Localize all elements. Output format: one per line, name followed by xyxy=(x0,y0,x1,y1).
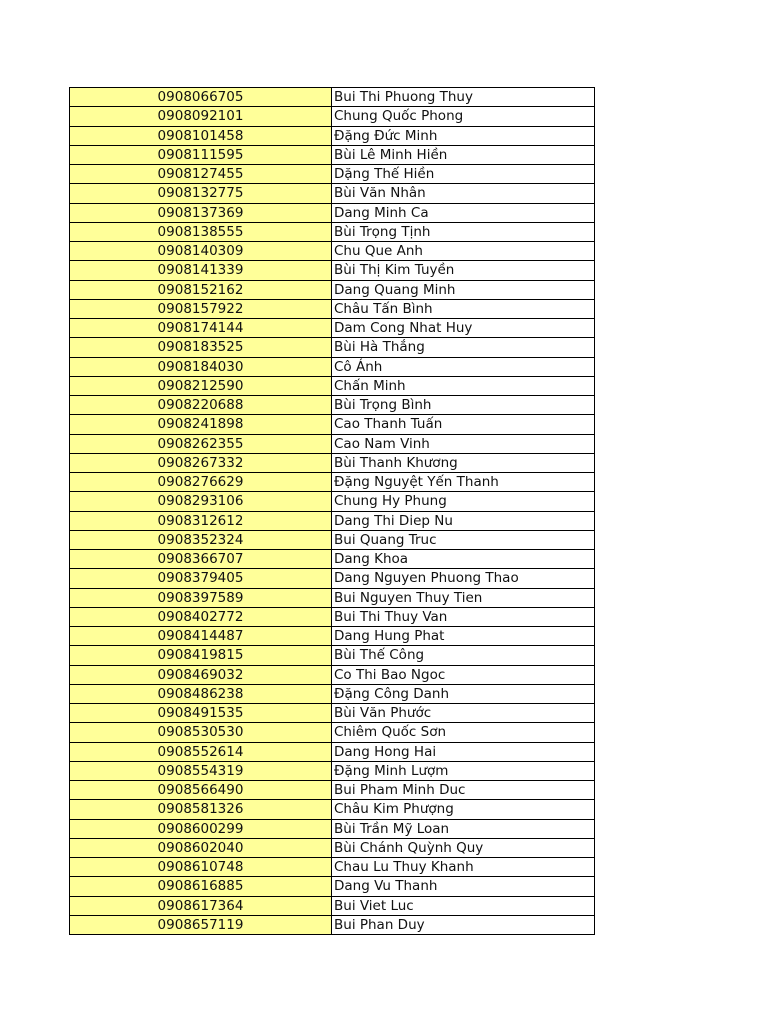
phone-number-cell[interactable]: 0908092101 xyxy=(70,107,332,126)
table-row xyxy=(70,107,595,126)
contact-name-cell[interactable]: Dang Thi Diep Nu xyxy=(332,511,595,530)
contact-name-cell[interactable]: Bùi Văn Phước xyxy=(332,704,595,723)
phone-number-cell[interactable]: 0908414487 xyxy=(70,627,332,646)
phone-number-cell[interactable]: 0908602040 xyxy=(70,838,332,857)
table-row xyxy=(70,434,595,453)
phone-number-cell[interactable]: 0908552614 xyxy=(70,742,332,761)
phone-number-cell[interactable]: 0908600299 xyxy=(70,819,332,838)
phone-number-cell[interactable]: 0908101458 xyxy=(70,126,332,145)
table-row xyxy=(70,530,595,549)
contact-sheet-body xyxy=(70,88,595,935)
phone-number-cell[interactable]: 0908184030 xyxy=(70,357,332,376)
table-row xyxy=(70,569,595,588)
contact-name-cell[interactable]: Cao Nam Vinh xyxy=(332,434,595,453)
contact-name-cell[interactable]: Bui Nguyen Thuy Tien xyxy=(332,588,595,607)
table-row xyxy=(70,781,595,800)
contact-name-cell[interactable]: Bui Viet Luc xyxy=(332,896,595,915)
table-row xyxy=(70,319,595,338)
table-row xyxy=(70,627,595,646)
phone-number-cell[interactable]: 0908366707 xyxy=(70,550,332,569)
phone-number-cell[interactable]: 0908152162 xyxy=(70,280,332,299)
contact-name-cell[interactable]: Bùi Thị Kim Tuyền xyxy=(332,261,595,280)
contact-name-cell[interactable]: Dang Hung Phat xyxy=(332,627,595,646)
contact-name-cell[interactable]: Châu Tấn Bình xyxy=(332,299,595,318)
contact-name-cell[interactable]: Bùi Chánh Quỳnh Quy xyxy=(332,838,595,857)
phone-number-cell[interactable]: 0908212590 xyxy=(70,376,332,395)
contact-name-cell[interactable]: Cao Thanh Tuấn xyxy=(332,415,595,434)
table-row xyxy=(70,165,595,184)
contact-name-cell[interactable]: Chau Lu Thuy Khanh xyxy=(332,858,595,877)
phone-number-cell[interactable]: 0908066705 xyxy=(70,88,332,107)
contact-name-cell[interactable]: Bui Pham Minh Duc xyxy=(332,781,595,800)
phone-number-cell[interactable]: 0908610748 xyxy=(70,858,332,877)
contact-sheet-table xyxy=(69,87,595,935)
table-row xyxy=(70,800,595,819)
contact-name-cell[interactable]: Dang Quang Minh xyxy=(332,280,595,299)
contact-name-cell[interactable]: Chiêm Quốc Sơn xyxy=(332,723,595,742)
table-row xyxy=(70,915,595,934)
contact-name-cell[interactable]: Dam Cong Nhat Huy xyxy=(332,319,595,338)
table-row xyxy=(70,415,595,434)
table-row xyxy=(70,357,595,376)
table-row xyxy=(70,473,595,492)
table-row xyxy=(70,492,595,511)
table-row xyxy=(70,145,595,164)
contact-name-cell[interactable]: Dang Nguyen Phuong Thao xyxy=(332,569,595,588)
phone-number-cell[interactable]: 0908174144 xyxy=(70,319,332,338)
contact-name-cell[interactable]: Bùi Trọng Tịnh xyxy=(332,222,595,241)
table-row xyxy=(70,88,595,107)
table-row xyxy=(70,242,595,261)
table-row xyxy=(70,184,595,203)
contact-name-cell[interactable]: Bui Thi Thuy Van xyxy=(332,607,595,626)
phone-number-cell[interactable]: 0908352324 xyxy=(70,530,332,549)
phone-number-cell[interactable]: 0908469032 xyxy=(70,665,332,684)
table-row xyxy=(70,838,595,857)
contact-name-cell[interactable]: Bui Quang Truc xyxy=(332,530,595,549)
table-row xyxy=(70,550,595,569)
table-row xyxy=(70,607,595,626)
contact-name-cell[interactable]: Bùi Thế Công xyxy=(332,646,595,665)
phone-number-cell[interactable]: 0908486238 xyxy=(70,684,332,703)
table-row xyxy=(70,203,595,222)
contact-name-cell[interactable]: Bùi Văn Nhân xyxy=(332,184,595,203)
table-row xyxy=(70,646,595,665)
phone-number-cell[interactable]: 0908312612 xyxy=(70,511,332,530)
phone-number-cell[interactable]: 0908419815 xyxy=(70,646,332,665)
phone-number-cell[interactable]: 0908157922 xyxy=(70,299,332,318)
table-row xyxy=(70,126,595,145)
phone-number-cell[interactable]: 0908220688 xyxy=(70,396,332,415)
contact-name-cell[interactable]: Chu Que Anh xyxy=(332,242,595,261)
phone-number-cell[interactable]: 0908183525 xyxy=(70,338,332,357)
contact-name-cell[interactable]: Châu Kim Phượng xyxy=(332,800,595,819)
contact-name-cell[interactable]: Dặng Thế Hiền xyxy=(332,165,595,184)
contact-name-cell[interactable]: Bui Phan Duy xyxy=(332,915,595,934)
contact-name-cell[interactable]: Bui Thi Phuong Thuy xyxy=(332,88,595,107)
table-row xyxy=(70,261,595,280)
phone-number-cell[interactable]: 0908111595 xyxy=(70,145,332,164)
phone-number-cell[interactable]: 0908397589 xyxy=(70,588,332,607)
table-row xyxy=(70,299,595,318)
phone-number-cell[interactable]: 0908402772 xyxy=(70,607,332,626)
phone-number-cell[interactable]: 0908616885 xyxy=(70,877,332,896)
table-row xyxy=(70,742,595,761)
table-row xyxy=(70,665,595,684)
phone-number-cell[interactable]: 0908554319 xyxy=(70,761,332,780)
phone-number-cell[interactable]: 0908141339 xyxy=(70,261,332,280)
table-row xyxy=(70,338,595,357)
phone-number-cell[interactable]: 0908617364 xyxy=(70,896,332,915)
contact-name-cell[interactable]: Đặng Công Danh xyxy=(332,684,595,703)
contact-name-cell[interactable]: Đặng Đức Minh xyxy=(332,126,595,145)
table-row xyxy=(70,684,595,703)
contact-name-cell[interactable]: Dang Vu Thanh xyxy=(332,877,595,896)
contact-name-cell[interactable]: Dang Khoa xyxy=(332,550,595,569)
phone-number-cell[interactable]: 0908379405 xyxy=(70,569,332,588)
phone-number-cell[interactable]: 0908530530 xyxy=(70,723,332,742)
contact-name-cell[interactable]: Bùi Hà Thắng xyxy=(332,338,595,357)
phone-number-cell[interactable]: 0908132775 xyxy=(70,184,332,203)
phone-number-cell[interactable]: 0908241898 xyxy=(70,415,332,434)
phone-number-cell[interactable]: 0908262355 xyxy=(70,434,332,453)
table-row xyxy=(70,453,595,472)
contact-name-cell[interactable]: Dang Hong Hai xyxy=(332,742,595,761)
phone-number-cell[interactable]: 0908276629 xyxy=(70,473,332,492)
phone-number-cell[interactable]: 0908657119 xyxy=(70,915,332,934)
table-row xyxy=(70,858,595,877)
table-row xyxy=(70,280,595,299)
phone-number-cell[interactable]: 0908566490 xyxy=(70,781,332,800)
table-row xyxy=(70,511,595,530)
table-row xyxy=(70,877,595,896)
table-row xyxy=(70,704,595,723)
phone-number-cell[interactable]: 0908137369 xyxy=(70,203,332,222)
contact-name-cell[interactable]: Chung Hy Phung xyxy=(332,492,595,511)
table-row xyxy=(70,819,595,838)
contact-name-cell[interactable]: Cô Ánh xyxy=(332,357,595,376)
contact-name-cell[interactable]: Bùi Trọng Bình xyxy=(332,396,595,415)
contact-name-cell[interactable]: Dang Minh Ca xyxy=(332,203,595,222)
table-row xyxy=(70,723,595,742)
contact-name-cell[interactable]: Đặng Nguyệt Yến Thanh xyxy=(332,473,595,492)
phone-number-cell[interactable]: 0908293106 xyxy=(70,492,332,511)
contact-name-cell[interactable]: Chung Quốc Phong xyxy=(332,107,595,126)
contact-name-cell[interactable]: Đặng Minh Lượm xyxy=(332,761,595,780)
table-row xyxy=(70,222,595,241)
phone-number-cell[interactable]: 0908491535 xyxy=(70,704,332,723)
contact-name-cell[interactable]: Bùi Lê Minh Hiền xyxy=(332,145,595,164)
phone-number-cell[interactable]: 0908581326 xyxy=(70,800,332,819)
phone-number-cell[interactable]: 0908140309 xyxy=(70,242,332,261)
table-row xyxy=(70,376,595,395)
table-row xyxy=(70,396,595,415)
phone-number-cell[interactable]: 0908127455 xyxy=(70,165,332,184)
phone-number-cell[interactable]: 0908138555 xyxy=(70,222,332,241)
table-row xyxy=(70,896,595,915)
contact-name-cell[interactable]: Co Thi Bao Ngoc xyxy=(332,665,595,684)
phone-number-cell[interactable]: 0908267332 xyxy=(70,453,332,472)
contact-name-cell[interactable]: Bùi Trần Mỹ Loan xyxy=(332,819,595,838)
contact-name-cell[interactable]: Bùi Thanh Khương xyxy=(332,453,595,472)
table-row xyxy=(70,588,595,607)
table-row xyxy=(70,761,595,780)
contact-name-cell[interactable]: Chấn Minh xyxy=(332,376,595,395)
